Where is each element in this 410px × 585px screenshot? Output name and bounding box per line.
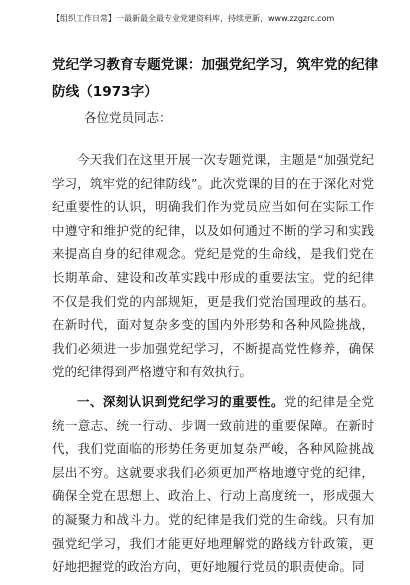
section-1-text: 党的纪律是全党统一意志、统一行动、步调一致前进的重要保障。在新时代，我们党面临的形势任务更加复杂严峻，各种风险挑战层出不穷。这就要求我们必须更加严格地遵守党的纪律，确保全党在思想上、政治上、行动上高度统一，形成强大的凝聚力和战斗力。党的纪律是我们党的生命线。只有加强党纪学习，我们才能更好地理解党的路线方针政策，更好地把握党的政治方向，更好地履行党员的职责使命。同 bbox=[52, 393, 374, 575]
greeting: 各位党员同志： bbox=[84, 110, 172, 125]
intro-paragraph: 今天我们在这里开展一次专题党课，主题是“加强党纪学习，筑牢党的纪律防线”。此次党课的目的在于深化对党纪重要性的认识，明确我们作为党员应当如何在实际工作中遵守和维护党的纪律，以及如何通过不断的学习和实践来提高自身的纪律观念。党纪是党的生命线，是我们党在长期革命、建设和改革实践中形成的重要法宝。党的纪律不仅是我们党的内部规矩，更是我们党治国理政的基石。在新时代，面对复杂多变的国内外形势和各种风险挑战，我们必须进一步加强党纪学习，不断提高党性修养，确保党的纪律得到严格遵守和有效执行。 bbox=[52, 152, 374, 380]
header-tagline: 一最新最全最专业党建资料库，持续更新，www.zzgzrc.com bbox=[116, 14, 335, 23]
document-body bbox=[52, 148, 374, 585]
page-header bbox=[52, 13, 374, 25]
section-1-paragraph bbox=[52, 390, 374, 579]
section-1-heading: 一、深刻认识到党纪学习的重要性。 bbox=[77, 393, 284, 409]
document-title: 党纪学习教育专题党课：加强党纪学习，筑牢党的纪律防线（1973字） bbox=[52, 57, 379, 100]
header-bracket-label: 【组织工作日常】 bbox=[52, 14, 116, 23]
